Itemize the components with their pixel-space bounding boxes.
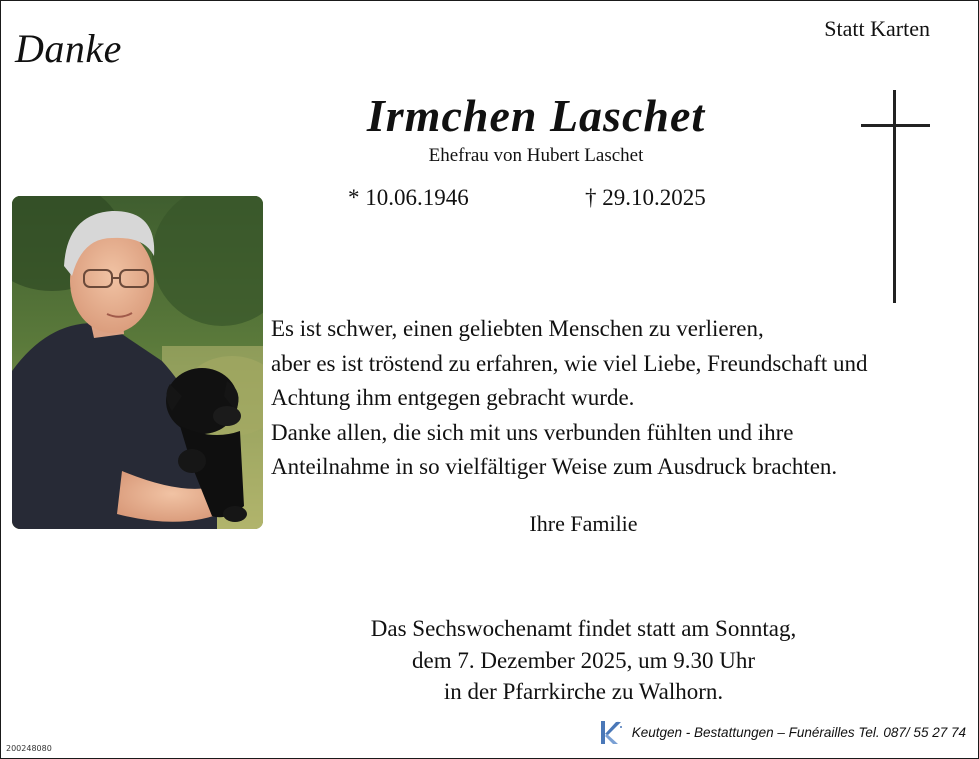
mass-line: in der Pfarrkirche zu Walhorn.	[443, 679, 724, 704]
mass-line: Das Sechswochenamt findet statt am Sonntag,	[370, 616, 797, 641]
notice-label: Statt Karten	[824, 16, 930, 41]
undertaker-footer	[596, 718, 966, 746]
mass-line: dem 7. Dezember 2025, um 9.30 Uhr	[411, 647, 755, 673]
mass-announcement	[271, 613, 896, 708]
message-line: Anteilnahme in so vielfältiger Weise zum Ausdruck brachten.	[271, 454, 838, 479]
thanks-heading: Danke	[15, 26, 122, 71]
cross-icon-bar	[861, 124, 930, 127]
k-logo-icon	[596, 718, 624, 746]
undertaker-contact: Keutgen - Bestattungen – Funérailles Tel. 087/ 55 27 74	[631, 724, 966, 740]
portrait-photo	[12, 196, 263, 529]
death-date: † 29.10.2025	[585, 185, 706, 210]
birth-date: * 10.06.1946	[348, 185, 469, 210]
message-line: Achtung ihm entgegen gebracht wurde.	[271, 385, 635, 410]
message-line: Danke allen, die sich mit uns verbunden fühlten und ihre	[271, 419, 794, 445]
reference-code: 200248080	[6, 744, 52, 753]
message-block	[271, 312, 971, 485]
deceased-name: Irmchen Laschet	[366, 90, 706, 141]
relation-line: Ehefrau von Hubert Laschet	[428, 145, 644, 166]
message-line: Es ist schwer, einen geliebten Menschen zu verlieren,	[271, 316, 764, 341]
portrait-photo-image	[12, 196, 263, 529]
message-line: aber es ist tröstend zu erfahren, wie viel Liebe, Freundschaft und	[271, 350, 868, 376]
family-signoff: Ihre Familie	[529, 511, 638, 536]
cross-icon	[893, 90, 896, 303]
